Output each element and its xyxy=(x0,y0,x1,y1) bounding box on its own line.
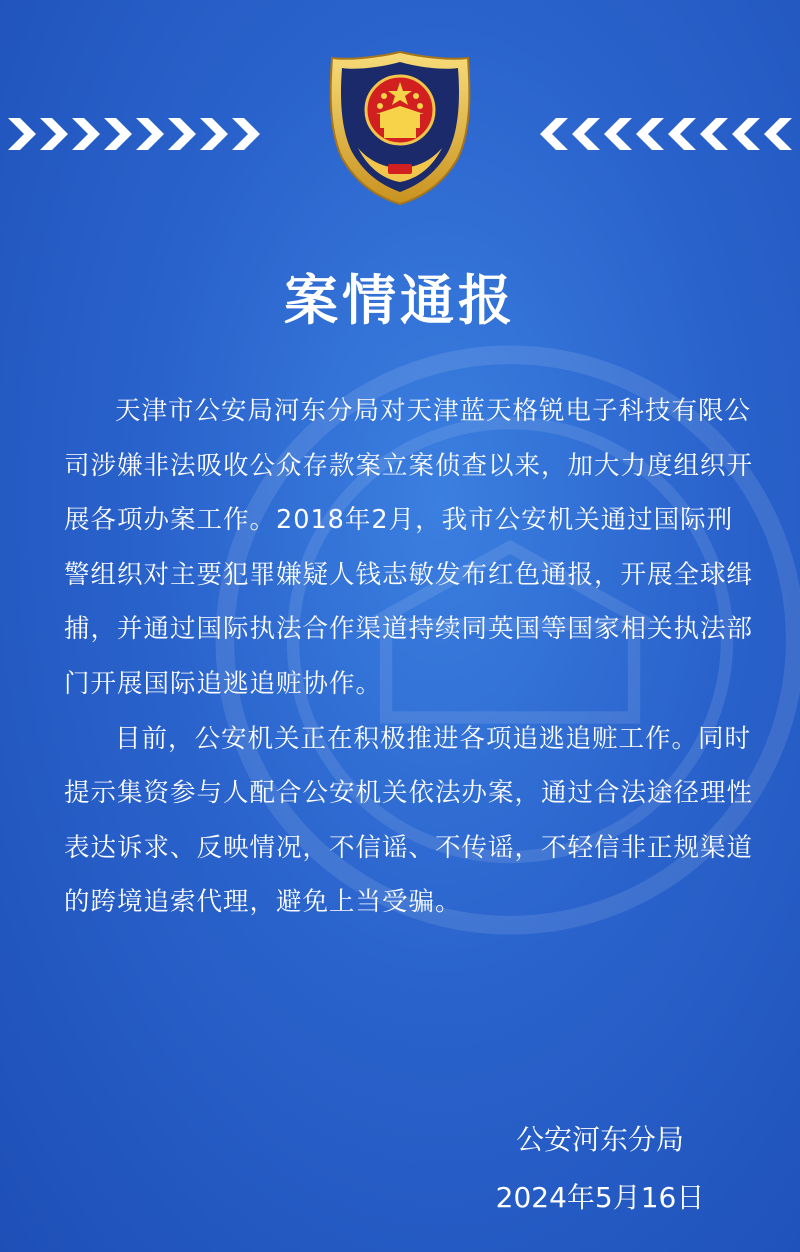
notice-body xyxy=(64,384,754,930)
notice-paragraph: 目前，公安机关正在积极推进各项追逃追赃工作。同时提示集资参与人配合公安机关依法办案，通过合法途径理性表达诉求、反映情况，不信谣、不传谣，不轻信非正规渠道的跨境追索代理，避免上当受骗。 xyxy=(64,723,754,918)
left-chevrons-icon xyxy=(0,110,280,158)
right-chevrons-icon xyxy=(520,110,800,158)
notice-title: 案情通报 xyxy=(284,268,516,332)
police-emblem-icon xyxy=(318,48,482,208)
notice-paragraph: 天津市公安局河东分局对天津蓝天格锐电子科技有限公司涉嫌非法吸收公众存款案立案侦查以来，加大力度组织开展各项办案工作。2018年2月，我市公安机关通过国际刑警组织对主要犯罪嫌疑人钱志敏发布红色通报，开展全球缉捕，并通过国际执法合作渠道持续同英国等国家相关执法部门开展国际追逃追赃协作。 xyxy=(64,396,754,699)
issuer-name: 公安河东分局 xyxy=(515,1123,684,1156)
issue-date: 2024年5月16日 xyxy=(495,1181,705,1214)
